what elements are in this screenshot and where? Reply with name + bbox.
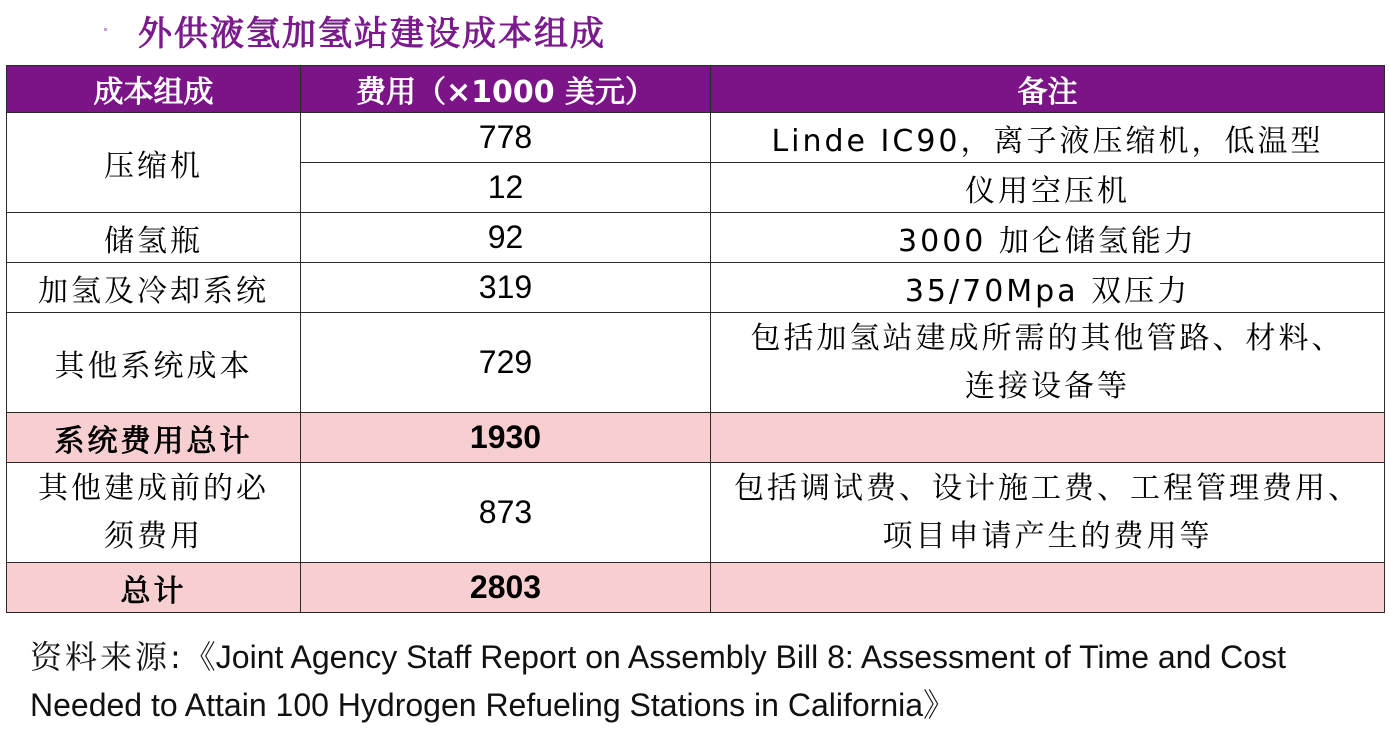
header-note: 备注 [711,66,1385,113]
component-cell: 压缩机 [7,113,301,213]
component-cell: 总计 [7,563,301,613]
component-cell [7,463,301,563]
note-cell [711,413,1385,463]
table-row [7,463,1385,563]
decorative-dot [104,28,107,31]
source-line [30,633,1380,681]
component-line: 须费用 [104,518,203,554]
table-row [7,113,1385,163]
table-row [7,263,1385,313]
note-cell: 3000 加仑储氢能力 [711,213,1385,263]
source-prefix: 资料来源: [30,638,184,676]
header-cost: 费用（×1000 美元） [301,66,711,113]
subtotal-row [7,413,1385,463]
table-row [7,213,1385,263]
note-cell: Linde IC90，离子液压缩机，低温型 [711,113,1385,163]
note-cell: 35/70Mpa 双压力 [711,263,1385,313]
page-title: 外供液氢加氢站建设成本组成 [138,14,606,54]
cost-cell: 319 [301,263,711,313]
note-line: 包括调试费、设计施工费、工程管理费用、 [734,470,1361,506]
component-cell: 加氢及冷却系统 [7,263,301,313]
cost-table [6,65,1385,613]
cost-cell: 778 [301,113,711,163]
cost-cell: 1930 [301,413,711,463]
note-line: 连接设备等 [965,368,1130,404]
note-cell: 仪用空压机 [711,163,1385,213]
cost-cell: 873 [301,463,711,563]
cost-cell: 729 [301,313,711,413]
component-cell: 储氢瓶 [7,213,301,263]
note-line: 包括加氢站建成所需的其他管路、材料、 [750,320,1345,356]
component-line: 其他建成前的必 [38,470,269,506]
source-title-part1: 《Joint Agency Staff Report on Assembly Bill 8: Assessment of Time and Cost [183,639,1286,675]
total-row [7,563,1385,613]
note-cell [711,463,1385,563]
note-line: 项目申请产生的费用等 [882,518,1213,554]
cost-cell: 2803 [301,563,711,613]
source-title-part2: Needed to Attain 100 Hydrogen Refueling Stations in California》 [30,687,956,723]
note-cell [711,313,1385,413]
note-cell [711,563,1385,613]
table-header-row [7,66,1385,113]
component-cell: 其他系统成本 [7,313,301,413]
cost-cell: 92 [301,213,711,263]
cost-cell: 12 [301,163,711,213]
table-row [7,313,1385,413]
component-cell: 系统费用总计 [7,413,301,463]
header-component: 成本组成 [7,66,301,113]
source-citation [30,633,1380,729]
